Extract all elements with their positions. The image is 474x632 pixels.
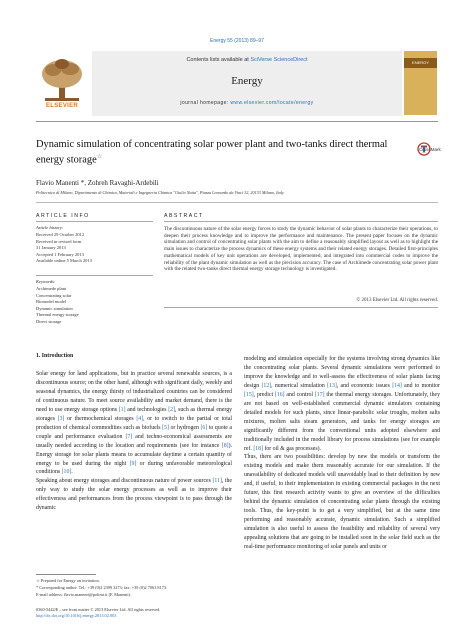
publisher-name: ELSEVIER <box>45 103 79 109</box>
title-footnote-mark[interactable]: ☆ <box>96 154 103 160</box>
body-text: or during unfavorable meteorological conditions <box>36 460 232 476</box>
cover-title: ENERGY <box>412 60 429 65</box>
crossmark-label[interactable]: CrossMark <box>419 147 441 152</box>
body-text: or thermochemical storages <box>64 415 137 422</box>
history-line: Available online 5 March 2013 <box>36 258 92 263</box>
keyword: Biomodel model <box>36 299 67 304</box>
body-text: for oil & gas processes). <box>263 445 321 452</box>
citation-link[interactable]: [8] <box>221 442 229 449</box>
keywords-rule <box>36 275 153 276</box>
keywords-heading: Keywords: <box>36 279 56 284</box>
body-text: and technologies <box>125 406 169 413</box>
sciencedirect-link[interactable]: SciVerse ScienceDirect <box>250 57 308 63</box>
citation-link[interactable]: [10] <box>61 469 72 476</box>
abstract-rule <box>164 221 438 222</box>
body-text: Solar energy for land applications, but in practice several renewable sources, is a discontinuous source; on the other hand, although with significant daily, weekly and seasonal dynamics, the energy thirsty of industrialized countries can be considered of continuous nature. To meet source availability and market demand, there is the need to use energy storage options <box>36 371 232 413</box>
abstract-text: The discontinuous nature of the solar energy forces to study the dynamic behavior of solar plants to characterize their operations, to deepen their process knowledge and to improve the performance and maintenance. The present paper focuses on the dynamic simulation and control of concentrating solar plants with the aim to define a reasonably simplified layout as well as to highlight the main issues to characterize the process dynamics of these energy systems and their related energy storages. Detailed first-principles mathematical models of key unit operations are developed, implemented, and integrated into commercial codes to improve the reliability of the plant dynamic simulation as well as the precision accuracy. The case of Archimede concentrating solar power plant with the related two-tanks direct thermal energy storage technology is investigated. <box>164 226 438 273</box>
body-text: the thermal energy storages. Unfortunately, they are not based on well-established commercial dynamic simulators containing detailed models for such plants, since linear-parabolic solar troughs, molten salts mixtures, molten salts steam generators, and tanks for energy storages are significantly different from the conventional units adopted elsewhere and traditionally included in the model library for process simulations (see for example ref. <box>244 391 440 452</box>
body-text: , or to switch to the partial or total production of chemical commodities such as biofuels <box>36 415 233 431</box>
homepage-line <box>92 100 402 106</box>
body-column-right <box>244 355 440 552</box>
footnote: E-mail address: flavio.manenti@polimi.it (F. Manenti). <box>36 592 132 597</box>
journal-reference[interactable]: Energy 55 (2013) 89–97 <box>210 38 264 44</box>
body-text: modeling and simulation especially for the systems involving strong dynamics like the concentrating solar plants. Several dynamic simulations were performed to improve the knowledge and to well-assess the effectiveness of solar plants facing design <box>244 356 440 389</box>
journal-title: Energy <box>231 75 263 87</box>
body-text: , predict <box>253 391 275 398</box>
paper-title-text: Dynamic simulation of concentrating solar power plant and two-tanks direct thermal energy storage <box>36 139 388 166</box>
body-text: . <box>71 469 73 476</box>
keyword: Direct storage <box>36 318 62 324</box>
citation-link[interactable]: [11] <box>212 478 222 485</box>
abstract-heading: ABSTRACT <box>164 213 204 219</box>
section-heading-introduction: 1. Introduction <box>36 353 74 359</box>
article-info-rule <box>36 221 153 222</box>
affiliation: Politecnico di Milano, Dipartimento di Chimica, Materiali e Ingegneria Chimica "Giulio Natta", Piazza Leonardo da Vinci 32, 20133 Milano, Italy <box>36 190 284 195</box>
homepage-prefix: journal homepage: <box>180 100 231 106</box>
article-info-heading: ARTICLE INFO <box>36 213 90 219</box>
history-line: Received 29 October 2012 <box>36 232 85 237</box>
keyword: Thermal energy storage <box>36 312 79 317</box>
citation-link[interactable]: [16] <box>274 391 285 398</box>
footnote-rule <box>36 574 96 575</box>
citation-link[interactable]: [15] <box>244 391 254 398</box>
citation-link[interactable]: [9] <box>129 460 137 467</box>
body-text: and control <box>284 391 315 398</box>
history-line: Accepted 1 February 2013 <box>36 251 84 257</box>
body-text: , and economic issues <box>336 382 393 389</box>
footnote: ☆ Prepared for Energy on invitation. <box>36 578 100 583</box>
citation-link[interactable]: [5] <box>162 424 169 431</box>
body-text: and to monitor <box>401 382 440 389</box>
body-text: , numerical simulation <box>271 382 328 389</box>
footnote: 0360-5442/$ – see front matter © 2013 Elsevier Ltd. All rights reserved. <box>36 607 161 612</box>
citation-link[interactable]: [12] <box>261 382 272 389</box>
author-list: Flavio Manenti *, Zohreh Ravaghi-Ardebili <box>36 179 159 187</box>
body-column-left <box>36 370 232 513</box>
body-text: , such as thermal energy storages <box>36 406 232 422</box>
abstract-bottom-rule <box>164 307 438 308</box>
body-text: Speaking about energy storages and discontinuous nature of power sources <box>36 478 213 485</box>
keyword: Dynamic simulation <box>36 305 73 311</box>
body-text: Thus, there are two possibilities: develop by new the models or transform the existing models and make them reasonably accurate for our simulation. If the unavailability of dedicated models will unavoidably lead to their definition by new and, if useful, to their implementation in existing commercial packages in the next future, this first research activity wants to give an overview of the difficulties behind the dynamic simulation of concentrating solar plants through the existing tools. Thus, the key-point is to get a very simplified, but at the same time performing and reasonably accurate, dynamic simulation. Such a simplified simulation is also useful to assess the feasibility and reliability of several very appealing solutions that are going to be installed soon in the solar field such as the real-time performance monitoring of solar panels and units or <box>244 454 440 551</box>
citation-link[interactable]: [2] <box>168 406 175 413</box>
body-text: and techno-economical assessments are usually needed according to the location and requirements (see for instance <box>36 433 232 449</box>
history-heading: Article history: <box>36 225 64 230</box>
keyword: Archimede plant <box>36 286 67 291</box>
paper-title <box>36 139 396 166</box>
contents-prefix: Contents lists available at <box>186 57 251 63</box>
citation-link[interactable]: [14] <box>392 382 402 389</box>
contents-line <box>92 57 402 63</box>
history-line: Received in revised form <box>36 238 82 244</box>
history-line: 31 January 2013 <box>36 245 66 250</box>
copyright-notice: © 2013 Elsevier Ltd. All rights reserved. <box>356 298 438 303</box>
body-text: or hydrogen <box>168 424 201 431</box>
homepage-link[interactable]: www.elsevier.com/locate/energy <box>230 100 314 106</box>
citation-link[interactable]: [17] <box>314 391 325 398</box>
citation-link[interactable]: [18] <box>253 445 264 452</box>
header-divider <box>36 121 438 122</box>
elsevier-tree-logo <box>37 52 87 110</box>
body-text: ). Energy storage for solar plants means to accumulate daytime a certain quantity of energy to be used during the night <box>36 442 232 467</box>
body-text: , the only way to study the solar energy processes as well as to improve their effectiveness and performances from the process viewpoint is to pass through the dynamic <box>36 478 232 512</box>
citation-link[interactable]: [7] <box>125 433 133 440</box>
footnote: * Corresponding author. Tel.: +39 (0)2 2399 3273; fax: +39 (0)2 7063 8173. <box>36 585 168 590</box>
citation-link[interactable]: [4] <box>136 415 144 422</box>
citation-link[interactable]: [1] <box>118 406 126 413</box>
title-divider <box>36 202 438 203</box>
doi-link[interactable]: http://dx.doi.org/10.1016/j.energy.2013.02.003 <box>36 613 117 618</box>
keyword: Concentrating solar <box>36 292 72 298</box>
body-text: to quote a couple and performance evaluation <box>36 424 232 440</box>
citation-link[interactable]: [6] <box>200 424 208 431</box>
citation-link[interactable]: [13] <box>327 382 337 389</box>
citation-link[interactable]: [3] <box>57 415 65 422</box>
